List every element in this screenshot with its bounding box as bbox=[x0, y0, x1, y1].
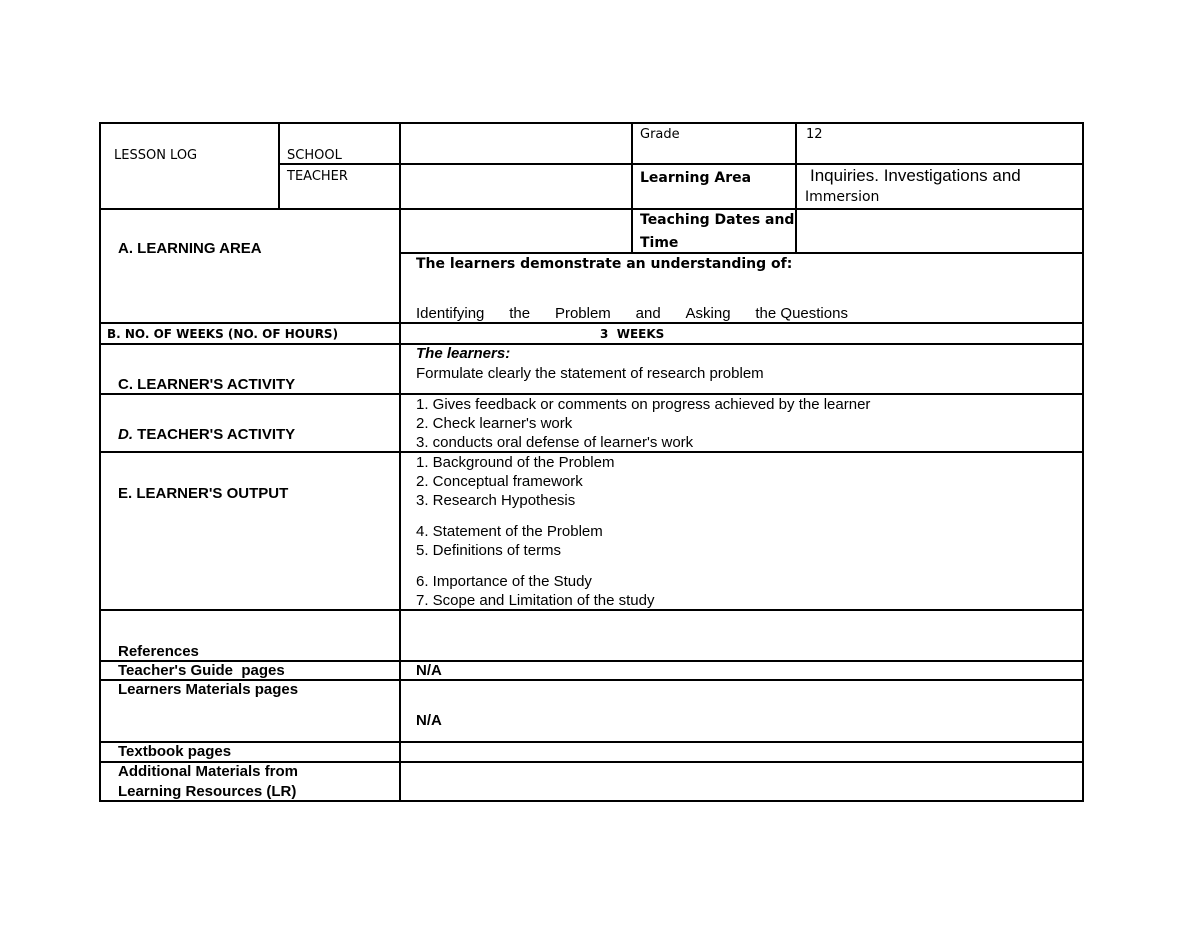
section-b-value: 3 WEEKS bbox=[600, 327, 665, 341]
teachers-guide-value: N/A bbox=[416, 662, 442, 679]
word: the Questions bbox=[755, 305, 848, 322]
section-c-text: Formulate clearly the statement of research problem bbox=[416, 365, 764, 382]
teachers-guide-label: Teacher's Guide pages bbox=[118, 662, 285, 679]
col-line bbox=[278, 122, 280, 210]
row-line bbox=[99, 741, 1084, 743]
grade-value: 12 bbox=[806, 127, 823, 142]
word: the bbox=[509, 305, 531, 322]
list-item: 1. Gives feedback or comments on progress achieved by the learner bbox=[416, 396, 871, 413]
section-a-text bbox=[416, 306, 848, 321]
school-label: SCHOOL bbox=[287, 148, 342, 163]
col-line bbox=[795, 122, 797, 254]
list-item: 3. conducts oral defense of learner's work bbox=[416, 434, 694, 451]
col-line bbox=[399, 122, 401, 802]
section-b-label: B. NO. OF WEEKS (NO. OF HOURS) bbox=[107, 327, 339, 341]
additional-materials-label: Additional Materials from bbox=[118, 763, 299, 780]
grade-label: Grade bbox=[640, 127, 680, 142]
col-line bbox=[1082, 122, 1084, 802]
list-item: 2. Check learner's work bbox=[416, 415, 573, 432]
learners-materials-label: Learners Materials pages bbox=[118, 681, 299, 698]
learning-area-label: Learning Area bbox=[640, 170, 752, 186]
row-line bbox=[99, 322, 1084, 324]
section-a-label: A. LEARNING AREA bbox=[118, 240, 262, 257]
teacher-activity-list bbox=[416, 397, 870, 454]
section-c-label: C. LEARNER'S ACTIVITY bbox=[118, 376, 296, 393]
word: Identifying bbox=[416, 305, 485, 322]
row-line bbox=[399, 252, 1084, 254]
references-label: References bbox=[118, 643, 199, 660]
textbook-label: Textbook pages bbox=[118, 743, 232, 760]
lesson-log-label: LESSON LOG bbox=[114, 148, 198, 163]
list-item: 6. Importance of the Study bbox=[416, 573, 592, 590]
list-item: 3. Research Hypothesis bbox=[416, 492, 576, 509]
learning-area-value: Inquiries. Investigations and bbox=[810, 166, 1021, 185]
list-item: 5. Definitions of terms bbox=[416, 542, 562, 559]
teaching-dates-label: Teaching Dates and bbox=[640, 212, 795, 228]
word: and bbox=[635, 305, 661, 322]
word: Asking bbox=[685, 305, 731, 322]
learner-output-list-3 bbox=[416, 574, 654, 612]
list-item: 1. Background of the Problem bbox=[416, 454, 615, 471]
additional-materials-label-line2: Learning Resources (LR) bbox=[118, 783, 297, 800]
section-e-label: E. LEARNER'S OUTPUT bbox=[118, 485, 289, 502]
row-line bbox=[99, 122, 1084, 124]
list-item: 4. Statement of the Problem bbox=[416, 523, 603, 540]
learner-output-list-2 bbox=[416, 524, 603, 562]
teacher-label: TEACHER bbox=[287, 169, 348, 184]
word: Problem bbox=[554, 305, 611, 322]
row-line bbox=[99, 343, 1084, 345]
section-d-label-text: TEACHER'S ACTIVITY bbox=[133, 426, 296, 443]
row-line bbox=[99, 208, 1084, 210]
section-a-lead: The learners demonstrate an understanding of: bbox=[416, 256, 793, 272]
list-item: 2. Conceptual framework bbox=[416, 473, 583, 490]
learner-output-list-1 bbox=[416, 455, 614, 512]
row-line bbox=[99, 800, 1084, 802]
col-line bbox=[631, 122, 633, 254]
learning-area-value-line2: Immersion bbox=[805, 189, 880, 205]
section-d-letter: D. bbox=[118, 426, 133, 443]
teaching-dates-label-line2: Time bbox=[640, 235, 679, 251]
section-d-label bbox=[118, 427, 295, 442]
row-line bbox=[99, 393, 1084, 395]
learners-materials-value: N/A bbox=[416, 712, 442, 729]
col-line bbox=[99, 122, 101, 802]
list-item: 7. Scope and Limitation of the study bbox=[416, 592, 655, 609]
section-c-lead: The learners: bbox=[416, 345, 511, 362]
